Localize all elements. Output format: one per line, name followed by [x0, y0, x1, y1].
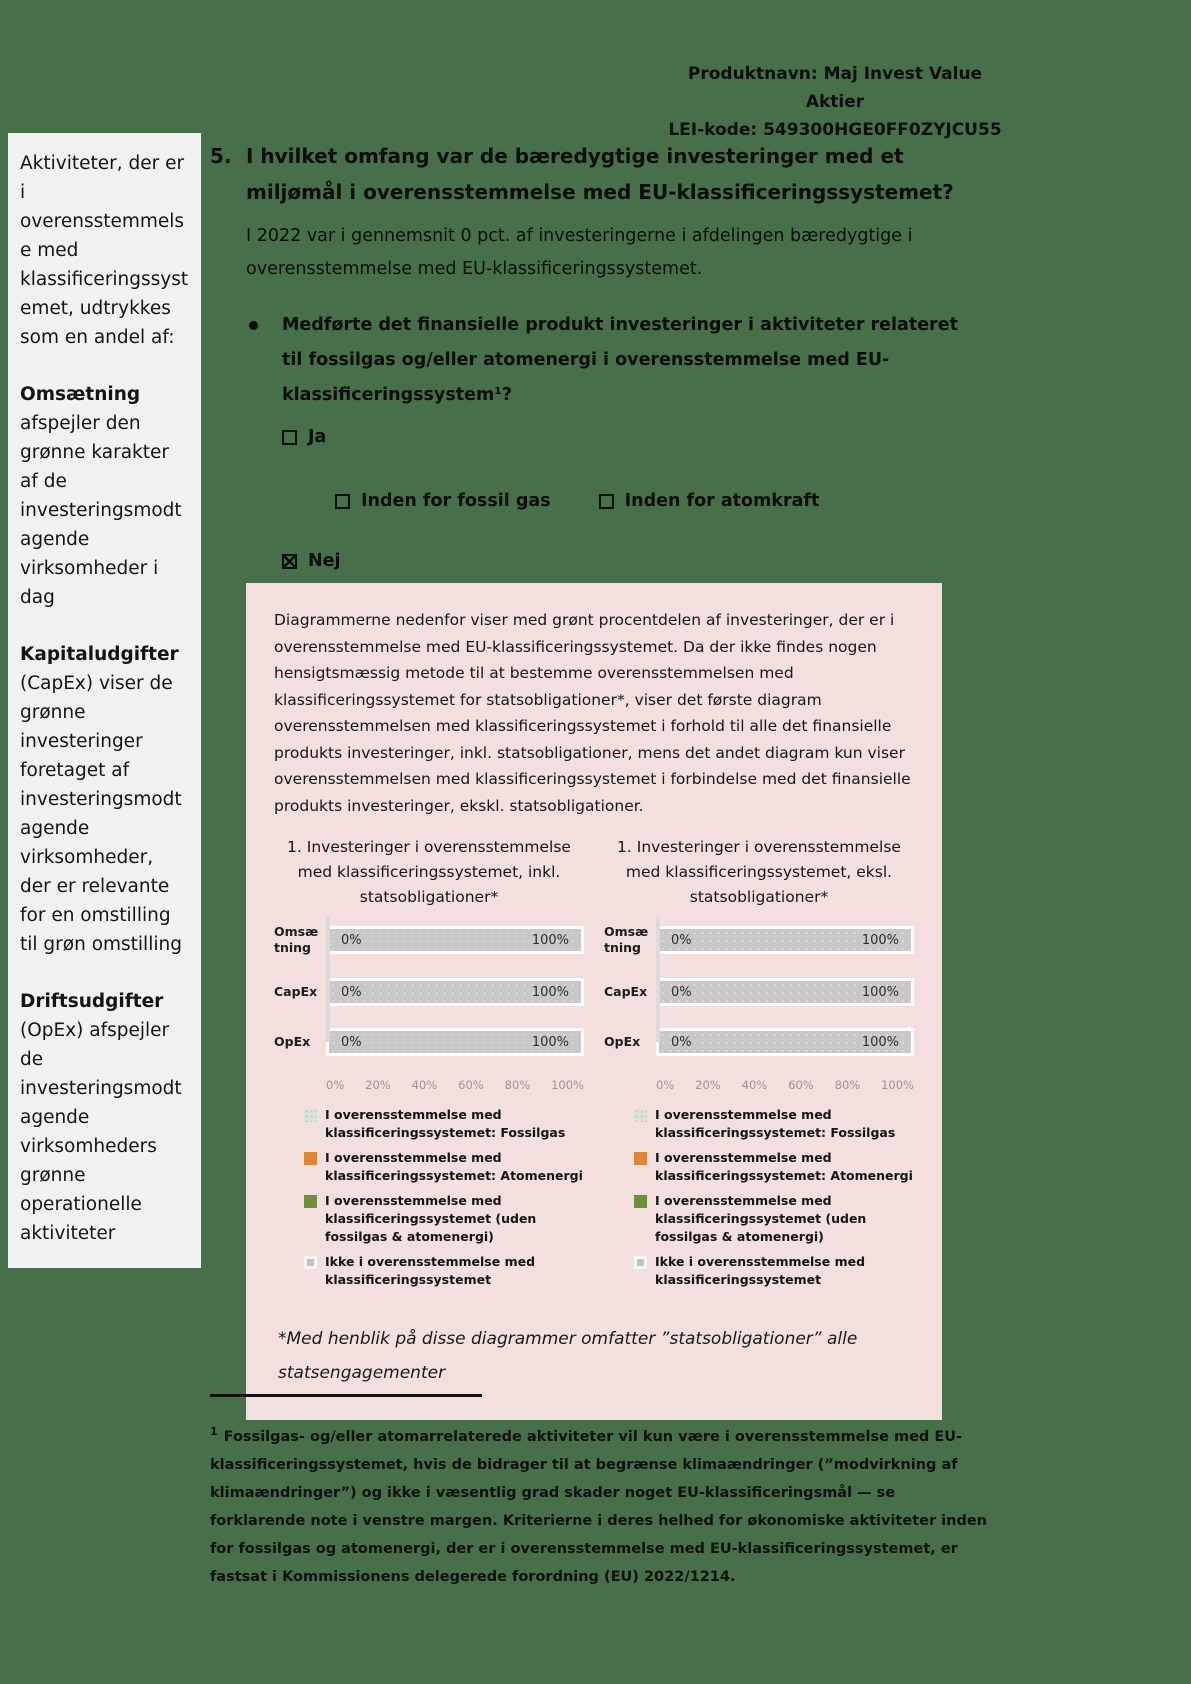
bar-not-aligned	[656, 1028, 914, 1056]
legend-item-fossilgas	[304, 1106, 584, 1142]
legend-swatch-fossilgas-icon	[304, 1109, 317, 1122]
checkbox-nej-label: Nej	[308, 551, 341, 571]
chart-title: 1. Investeringer i overensstemmelse med klassificeringssystemet, inkl. statsobligationer*	[287, 838, 571, 906]
legend-label: I overensstemmelse med klassificeringssystemet: Fossilgas	[325, 1107, 566, 1140]
panel-asterisk-note: *Med henblik på disse diagrammer omfatter ”statsobligationer” alle statsengagementer	[278, 1329, 858, 1383]
sidebar-paragraph-text: Aktiviteter, der er i overensstemmelse med klassificeringssystemet, udtrykkes som en andel af:	[20, 153, 189, 348]
sidebar-paragraph	[20, 380, 189, 612]
legend-swatch-atomenergi-icon	[634, 1152, 647, 1165]
legend-swatch-inner	[307, 1259, 314, 1266]
tick-label: 40%	[411, 1078, 438, 1092]
bar-category-label: Omsætning	[274, 924, 319, 955]
checkbox-fossil-gas[interactable]	[335, 491, 551, 511]
tick-label: 60%	[458, 1078, 484, 1092]
legend-item-not-aligned	[634, 1253, 914, 1289]
product-name: Produktnavn: Maj Invest Value Aktier	[687, 64, 983, 112]
sidebar-paragraph	[20, 640, 189, 959]
sidebar-paragraph-lead: Driftsudgifter	[20, 991, 164, 1012]
bullet-dot-icon	[249, 321, 258, 330]
tick-label: 80%	[834, 1078, 861, 1092]
bar-category-label: CapEx	[274, 984, 318, 999]
bullet-point	[210, 308, 982, 413]
bar-label-left: 0%	[341, 1034, 362, 1050]
chart-incl-statsobligationer	[274, 835, 584, 1296]
sidebar-paragraph-text: (CapEx) viser de grønne investeringer foretaget af investeringsmodtagende virksomheder, der er relevante for en omstilling til grøn omstilling	[20, 673, 182, 955]
y-axis-line	[656, 916, 660, 1042]
bar-not-aligned	[326, 1028, 584, 1056]
footnote-divider	[210, 1394, 482, 1397]
tick-label: 100%	[881, 1078, 914, 1092]
bar-label-right: 100%	[531, 1034, 569, 1050]
bar-not-aligned	[326, 926, 584, 954]
legend-swatch-not-aligned-icon	[634, 1256, 647, 1269]
question-heading	[210, 138, 1000, 210]
bar-label-left: 0%	[671, 932, 692, 948]
legend-item-atomenergi	[304, 1149, 584, 1185]
bar-not-aligned	[656, 926, 914, 954]
sidebar-paragraph-lead: Kapitaludgifter	[20, 644, 179, 665]
sidebar-paragraph-text: (OpEx) afspejler de investeringsmodtagende virksomheders grønne operationelle aktiviteter	[20, 1020, 182, 1244]
question-number: 5.	[210, 144, 232, 168]
charts-row	[274, 835, 914, 1296]
bar-label-right: 100%	[861, 932, 899, 948]
legend-label: I overensstemmelse med klassificeringssystemet: Atomenergi	[655, 1150, 913, 1183]
lei-code: LEI-kode: 549300HGE0FF0ZYJCU55	[668, 120, 1002, 140]
legend-label: I overensstemmelse med klassificeringssystemet: Fossilgas	[655, 1107, 896, 1140]
x-axis-ticks	[326, 1078, 584, 1092]
bar-label-left: 0%	[341, 932, 362, 948]
bar-label-right: 100%	[531, 984, 569, 1000]
chart-eksl-statsobligationer	[604, 835, 914, 1296]
bar-label-right: 100%	[531, 932, 569, 948]
chart-legend	[634, 1106, 914, 1289]
bar-not-aligned	[656, 978, 914, 1006]
question-title: I hvilket omfang var de bæredygtige investeringer med et miljømål i overensstemmelse med EU-klassificeringssystemet?	[246, 144, 954, 204]
checkbox-ja-icon[interactable]	[282, 430, 297, 445]
question-answer: I 2022 var i gennemsnit 0 pct. af investeringerne i afdelingen bæredygtige i overensstemmelse med EU-klassificeringssystemet.	[246, 226, 913, 279]
footnote-marker: 1	[210, 1425, 218, 1438]
bar-label-left: 0%	[671, 1034, 692, 1050]
legend-item-fossilgas	[634, 1106, 914, 1142]
legend-swatch-fossilgas-icon	[634, 1109, 647, 1122]
checkbox-ja[interactable]	[282, 427, 1000, 447]
bar-label-left: 0%	[671, 984, 692, 1000]
legend-label: I overensstemmelse med klassificeringssystemet: Atomenergi	[325, 1150, 583, 1183]
chart-plot	[274, 924, 584, 1056]
x-axis-ticks	[656, 1078, 914, 1092]
bar-label-right: 100%	[861, 1034, 899, 1050]
legend-item-atomenergi	[634, 1149, 914, 1185]
footnote	[210, 1418, 994, 1591]
bar-not-aligned	[326, 978, 584, 1006]
sidebar-paragraph	[20, 987, 189, 1248]
tick-label: 0%	[656, 1078, 675, 1092]
panel-intro-text: Diagrammerne nedenfor viser med grønt procentdelen af investeringer, der er i overensstemmelse med EU-klassificeringssystemet. Da der ikke findes nogen hensigtsmæssig metode til at bestemme overensstemmelsen med klassificeringssystemet for statsobligationer*, viser det første diagram overensstemmelsen med klassificeringssystemet i forhold til alle det finansielle produkts investeringer, inkl. statsobligationer, mens det andet diagram kun viser overensstemmelsen med klassificeringssystemet i forbindelse med det finansielle produkts investeringer, ekskl. statsobligationer.	[274, 611, 911, 815]
checkbox-fossil-gas-icon[interactable]	[335, 494, 350, 509]
checkbox-nej[interactable]	[282, 551, 1000, 571]
bar-row-opex	[274, 1028, 584, 1056]
bar-category-label: OpEx	[274, 1034, 311, 1049]
checkbox-ja-label: Ja	[308, 427, 327, 447]
legend-label: I overensstemmelse med klassificeringssystemet (uden fossilgas & atomenergi)	[655, 1193, 867, 1244]
chart-title: 1. Investeringer i overensstemmelse med klassificeringssystemet, eksl. statsobligationer*	[617, 838, 901, 906]
legend-swatch-green-icon	[634, 1195, 647, 1208]
tick-label: 0%	[326, 1078, 345, 1092]
checkbox-subgroup	[335, 491, 1000, 511]
sidebar-paragraph-text: afspejler den grønne karakter af de investeringsmodtagende virksomheder i dag	[20, 413, 182, 608]
tick-label: 20%	[695, 1078, 721, 1092]
bar-row-omsaetning	[274, 924, 584, 956]
legend-item-not-aligned	[304, 1253, 584, 1289]
bar-label-right: 100%	[861, 984, 899, 1000]
sidebar-paragraph-lead: Omsætning	[20, 384, 141, 405]
y-axis-line	[326, 916, 330, 1042]
checkbox-nej-icon[interactable]	[282, 554, 297, 569]
legend-swatch-not-aligned-icon	[304, 1256, 317, 1269]
checkbox-fossil-gas-label: Inden for fossil gas	[361, 491, 551, 511]
bar-row-capex	[604, 978, 914, 1006]
bar-row-capex	[274, 978, 584, 1006]
footnote-text: Fossilgas- og/eller atomarrelaterede aktiviteter vil kun være i overensstemmelse med EU-klassificeringssystemet, hvis de bidrager til at begrænse klimaændringer (”modvirkning af klimaændringer”) og ikke i væsentlig grad skader noget EU-klassificeringsmål — se forklarende note i venstre margen. Kriterierne i deres helhed for økonomiske aktiviteter inden for fossilgas og atomenergi, der er i overensstemmelse med EU-klassificeringssystemet, er fastsat i Kommissionens delegerede forordning (EU) 2022/1214.	[210, 1428, 987, 1585]
tick-label: 20%	[365, 1078, 391, 1092]
explainer-sidebar	[8, 133, 201, 1268]
bar-category-label: CapEx	[604, 984, 648, 999]
checkbox-atomkraft[interactable]	[599, 491, 820, 511]
sidebar-paragraph	[20, 149, 189, 352]
legend-item-aligned-green	[634, 1192, 914, 1246]
page-header	[665, 60, 1005, 144]
bar-row-opex	[604, 1028, 914, 1056]
tick-label: 40%	[741, 1078, 768, 1092]
legend-swatch-green-icon	[304, 1195, 317, 1208]
bar-row-omsaetning	[604, 924, 914, 956]
chart-legend	[304, 1106, 584, 1289]
question-section	[210, 138, 1000, 571]
chart-plot	[604, 924, 914, 1056]
taxonomy-diagram-panel	[246, 583, 942, 1420]
checkbox-atomkraft-label: Inden for atomkraft	[624, 491, 820, 511]
legend-label: Ikke i overensstemmelse med klassificeringssystemet	[325, 1254, 536, 1287]
tick-label: 80%	[504, 1078, 531, 1092]
legend-label: I overensstemmelse med klassificeringssystemet (uden fossilgas & atomenergi)	[325, 1193, 537, 1244]
legend-item-aligned-green	[304, 1192, 584, 1246]
bar-category-label: OpEx	[604, 1034, 641, 1049]
tick-label: 60%	[788, 1078, 814, 1092]
legend-swatch-inner	[637, 1259, 644, 1266]
bar-label-left: 0%	[341, 984, 362, 1000]
legend-swatch-atomenergi-icon	[304, 1152, 317, 1165]
tick-label: 100%	[551, 1078, 584, 1092]
bar-category-label: Omsætning	[604, 924, 649, 955]
checkbox-atomkraft-icon[interactable]	[599, 494, 614, 509]
bullet-text: Medførte det finansielle produkt investeringer i aktiviteter relateret til fossilgas og/eller atomenergi i overensstemmelse med EU-klassificeringssystem¹?	[282, 315, 958, 405]
legend-label: Ikke i overensstemmelse med klassificeringssystemet	[655, 1254, 866, 1287]
